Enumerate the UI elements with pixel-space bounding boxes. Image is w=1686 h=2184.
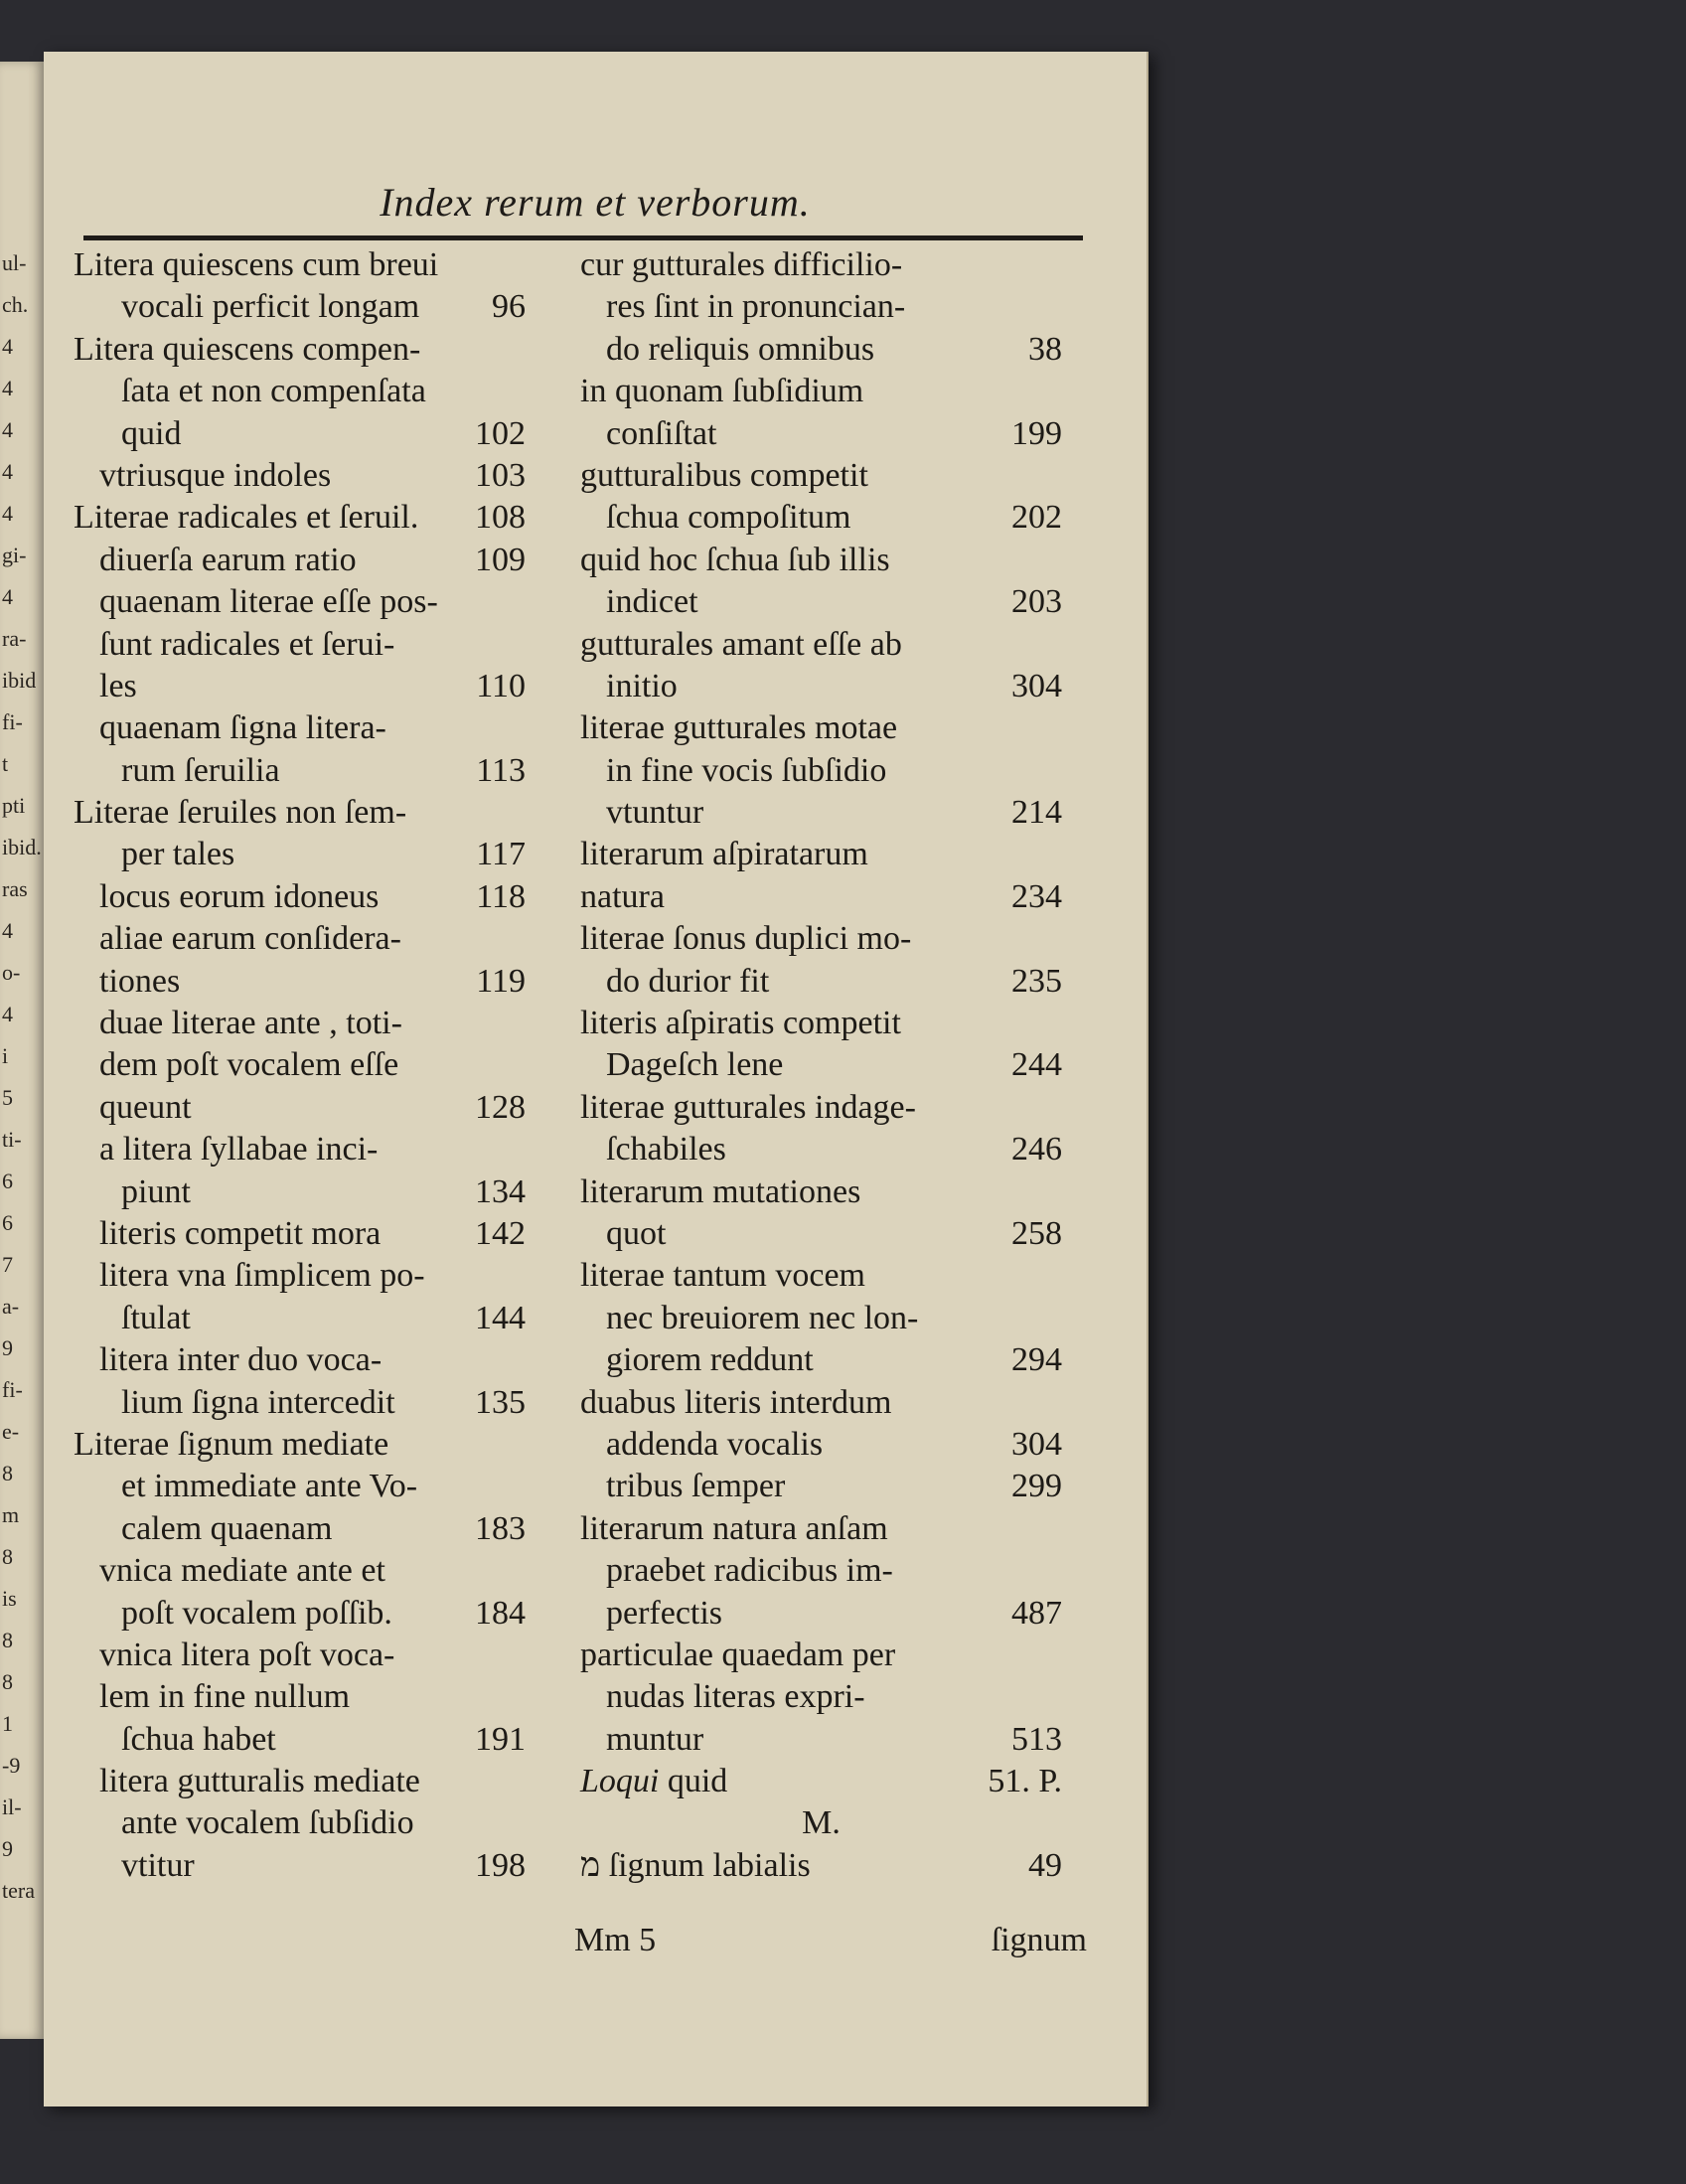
index-entry	[74, 1255, 526, 1297]
index-entry	[74, 497, 526, 539]
index-entry	[580, 1298, 1062, 1339]
index-entry	[580, 455, 1062, 497]
adjacent-page-fragment: 6	[2, 1210, 13, 1235]
adjacent-page-fragment: 5	[2, 1085, 13, 1110]
page-reference: 202	[1011, 499, 1062, 537]
page-footer	[531, 1922, 1087, 1965]
index-entry-text: in fine vocis ſubſidio	[606, 751, 887, 789]
index-entry-text: literarum aſpiratarum	[580, 836, 868, 873]
index-entry	[74, 707, 526, 749]
adjacent-page-fragment: ibid.	[2, 835, 42, 859]
index-entry-text: Literae radicales et ſeruil.	[74, 499, 419, 537]
adjacent-page-fragment: e-	[2, 1419, 20, 1444]
index-entry	[74, 371, 526, 412]
index-entry-text: Loqui quid	[580, 1763, 728, 1800]
adjacent-page-fragment: 8	[2, 1461, 13, 1485]
index-entry-text: nudas literas expri-	[606, 1678, 865, 1716]
adjacent-page-fragment: ti-	[2, 1127, 22, 1152]
index-entry	[74, 1171, 526, 1213]
index-entry-text: ſunt radicales et ſerui-	[99, 625, 395, 663]
adjacent-page-fragment: 9	[2, 1335, 13, 1360]
index-entry	[580, 1087, 1062, 1129]
page-reference: 102	[475, 414, 526, 452]
book-page	[44, 52, 1149, 2106]
index-entry-text: do reliquis omnibus	[606, 330, 875, 368]
index-entry	[580, 1003, 1062, 1044]
adjacent-page-edge	[0, 62, 48, 2039]
index-entry-text: les	[99, 667, 137, 704]
index-entry-text: vtriusque indoles	[99, 456, 332, 494]
index-entry	[74, 1845, 526, 1887]
index-entry	[580, 286, 1062, 328]
index-entry-text: Litera quiescens cum breui	[74, 246, 439, 283]
page-reference: 203	[1011, 583, 1062, 621]
index-entry-text: dem poſt vocalem eſſe	[99, 1046, 399, 1084]
page-reference: 246	[1011, 1131, 1062, 1169]
page-reference: 244	[1011, 1046, 1062, 1084]
index-entry	[580, 1339, 1062, 1381]
index-entry	[580, 792, 1062, 834]
index-entry-text: literarum mutationes	[580, 1172, 861, 1210]
index-entry	[74, 1719, 526, 1761]
index-entry-text: praebet radicibus im-	[606, 1552, 893, 1590]
adjacent-page-fragment: 9	[2, 1836, 13, 1861]
index-entry-text: vnica mediate ante et	[99, 1552, 385, 1590]
adjacent-page-fragment: ras	[2, 876, 28, 901]
index-entry	[580, 918, 1062, 960]
index-entry-text: quid hoc ſchua ſub illis	[580, 541, 890, 578]
index-entry-text: quot	[606, 1214, 667, 1252]
index-entry	[74, 792, 526, 834]
index-entry-text: gutturalibus competit	[580, 456, 868, 494]
index-entry	[74, 1129, 526, 1170]
index-entry	[580, 540, 1062, 581]
index-entry-text: literae tantum vocem	[580, 1257, 865, 1295]
page-reference: 199	[1011, 414, 1062, 452]
index-entry	[580, 497, 1062, 539]
index-entry-text: aliae earum conſidera-	[99, 920, 401, 958]
running-header: Index rerum et verborum.	[380, 180, 811, 225]
index-entry-text: ſtulat	[121, 1299, 191, 1336]
index-entry-text: diuerſa earum ratio	[99, 541, 357, 578]
index-entry-text: ſchua habet	[121, 1720, 276, 1758]
index-entry	[580, 1466, 1062, 1507]
page-reference: 487	[1011, 1594, 1062, 1632]
index-entry	[580, 876, 1062, 918]
page-reference: 108	[475, 499, 526, 537]
index-entry-text: literis competit mora	[99, 1214, 382, 1252]
page-reference: 198	[475, 1846, 526, 1884]
index-entry	[580, 1676, 1062, 1718]
index-entry-text: calem quaenam	[121, 1509, 333, 1547]
index-entry	[580, 666, 1062, 707]
index-entry	[74, 961, 526, 1003]
page-reference: 183	[475, 1509, 526, 1547]
left-index-column	[74, 244, 526, 1887]
adjacent-page-fragment: -9	[2, 1753, 21, 1778]
index-entry-text: literis aſpiratis competit	[580, 1005, 901, 1042]
index-entry-text: tiones	[99, 962, 181, 1000]
index-entry	[580, 581, 1062, 623]
index-entry-text: rum ſeruilia	[121, 751, 280, 789]
index-entry	[580, 329, 1062, 371]
index-entry	[74, 750, 526, 792]
index-entry-text: addenda vocalis	[606, 1425, 824, 1463]
adjacent-page-fragment: 4	[2, 459, 13, 484]
index-entry-text: et immediate ante Vo-	[121, 1468, 418, 1505]
page-reference: 109	[475, 541, 526, 578]
index-entry-text: quid	[121, 414, 182, 452]
index-entry-text: vocali perficit longam	[121, 288, 420, 326]
page-reference: 304	[1011, 667, 1062, 704]
index-entry	[580, 1802, 1062, 1844]
adjacent-page-fragment: ra-	[2, 626, 27, 651]
index-entry-text: vtitur	[121, 1846, 195, 1884]
adjacent-page-fragment: 8	[2, 1669, 13, 1694]
adjacent-page-fragment: fi-	[2, 709, 23, 734]
adjacent-page-fragment: fi-	[2, 1377, 23, 1402]
index-entry-text: conſiſtat	[606, 414, 717, 452]
index-entry-text: Dageſch lene	[606, 1046, 784, 1084]
page-reference: 235	[1011, 962, 1062, 1000]
index-entry-text: ſchabiles	[606, 1131, 726, 1169]
index-entry-text: Literae ſeruiles non ſem-	[74, 794, 407, 832]
index-entry	[74, 286, 526, 328]
index-entry	[74, 918, 526, 960]
adjacent-page-fragment: t	[2, 751, 9, 776]
index-entry	[580, 1044, 1062, 1086]
index-entry	[580, 750, 1062, 792]
page-reference: 119	[476, 962, 526, 1000]
page-reference: 294	[1011, 1341, 1062, 1379]
index-entry-text: M.	[802, 1804, 841, 1842]
adjacent-page-fragment: il-	[2, 1794, 22, 1819]
index-entry	[580, 1424, 1062, 1466]
index-entry-text: cur gutturales difficilio-	[580, 246, 903, 283]
adjacent-page-fragment: i	[2, 1043, 9, 1068]
adjacent-page-fragment: 4	[2, 918, 13, 943]
index-entry	[74, 1508, 526, 1550]
page-reference: 513	[1011, 1720, 1062, 1758]
index-entry-text: quaenam literae eſſe pos-	[99, 583, 438, 621]
index-entry	[580, 1508, 1062, 1550]
page-reference: 38	[1028, 330, 1062, 368]
page-reference: 134	[475, 1172, 526, 1210]
index-entry-text: tribus ſemper	[606, 1468, 786, 1505]
adjacent-page-fragment: 4	[2, 584, 13, 609]
page-reference: 51. P.	[988, 1763, 1062, 1800]
index-entry-text: initio	[606, 667, 678, 704]
adjacent-page-fragment: ul-	[2, 250, 27, 275]
page-reference: 110	[476, 667, 526, 704]
index-entry	[580, 413, 1062, 455]
page-reference: 128	[475, 1088, 526, 1126]
index-entry	[74, 1802, 526, 1844]
index-entry-text: indicet	[606, 583, 698, 621]
index-entry-text: do durior fit	[606, 962, 770, 1000]
index-entry	[580, 1593, 1062, 1635]
index-entry	[74, 1593, 526, 1635]
index-entry-text: Litera quiescens compen-	[74, 330, 421, 368]
page-reference: 184	[475, 1594, 526, 1632]
index-entry	[74, 1550, 526, 1592]
index-entry	[580, 1255, 1062, 1297]
page-reference: 49	[1028, 1846, 1062, 1884]
index-entry	[74, 1676, 526, 1718]
index-entry-text: ſata et non compenſata	[121, 373, 426, 410]
header-rule	[83, 235, 1083, 240]
index-entry-text: quaenam ſigna litera-	[99, 709, 386, 747]
index-entry-text: res ſint in pronuncian-	[606, 288, 906, 326]
index-entry-text: giorem reddunt	[606, 1341, 814, 1379]
adjacent-page-fragment: tera	[2, 1878, 35, 1903]
adjacent-page-fragment: 8	[2, 1544, 13, 1569]
index-entry-text: vtuntur	[606, 794, 704, 832]
index-entry	[74, 1761, 526, 1802]
index-entry	[74, 1382, 526, 1424]
page-reference: 117	[476, 836, 526, 873]
index-entry	[580, 1171, 1062, 1213]
adjacent-page-fragment: pti	[2, 793, 26, 818]
page-reference: 258	[1011, 1214, 1062, 1252]
index-entry	[74, 329, 526, 371]
index-entry	[580, 624, 1062, 666]
index-entry-text: literae gutturales indage-	[580, 1088, 916, 1126]
adjacent-page-fragment: o-	[2, 960, 21, 985]
index-entry	[74, 455, 526, 497]
adjacent-page-fragment: a-	[2, 1294, 20, 1319]
index-entry-text: lium ſigna intercedit	[121, 1383, 395, 1421]
index-entry-text: in quonam ſubſidium	[580, 373, 864, 410]
adjacent-page-fragment: 1	[2, 1711, 13, 1736]
index-entry	[74, 581, 526, 623]
index-entry	[74, 1087, 526, 1129]
index-entry	[580, 1129, 1062, 1170]
page-reference: 234	[1011, 877, 1062, 915]
adjacent-page-fragment: m	[2, 1502, 20, 1527]
page-reference: 118	[476, 877, 526, 915]
adjacent-page-fragment: 4	[2, 501, 13, 526]
index-entry-text: ante vocalem ſubſidio	[121, 1804, 414, 1842]
index-entry	[580, 371, 1062, 412]
index-entry	[74, 1424, 526, 1466]
index-entry	[74, 244, 526, 286]
page-reference: 304	[1011, 1425, 1062, 1463]
adjacent-page-fragment: 7	[2, 1252, 13, 1277]
index-entry-text: vnica litera poſt voca-	[99, 1636, 395, 1673]
adjacent-page-fragment: gi-	[2, 543, 27, 567]
index-entry	[74, 540, 526, 581]
index-entry-text: litera gutturalis mediate	[99, 1763, 420, 1800]
index-entry-text: literae ſonus duplici mo-	[580, 920, 912, 958]
index-entry	[580, 707, 1062, 749]
adjacent-page-fragment: 8	[2, 1628, 13, 1652]
page-reference: 142	[475, 1214, 526, 1252]
page-reference: 214	[1011, 794, 1062, 832]
page-reference: 299	[1011, 1468, 1062, 1505]
adjacent-page-fragment: ch.	[2, 292, 29, 317]
index-entry-text: muntur	[606, 1720, 704, 1758]
index-entry-text: locus eorum idoneus	[99, 877, 380, 915]
page-reference: 135	[475, 1383, 526, 1421]
index-entry-text: duae literae ante , toti-	[99, 1005, 402, 1042]
index-entry	[74, 666, 526, 707]
index-entry	[74, 1213, 526, 1255]
index-entry-text: gutturales amant eſſe ab	[580, 625, 902, 663]
index-entry-text: duabus literis interdum	[580, 1383, 892, 1421]
index-entry-text: Literae ſignum mediate	[74, 1425, 389, 1463]
signature-mark: Mm 5	[574, 1922, 657, 1958]
adjacent-page-fragment: 4	[2, 376, 13, 400]
index-entry-text: natura	[580, 877, 665, 915]
index-entry-text: litera vna ſimplicem po-	[99, 1257, 425, 1295]
page-reference: 144	[475, 1299, 526, 1336]
index-entry	[580, 1845, 1062, 1887]
adjacent-page-fragment: ibid	[2, 668, 37, 693]
index-entry-text: perfectis	[606, 1594, 723, 1632]
index-entry	[580, 834, 1062, 875]
index-entry	[580, 244, 1062, 286]
index-entry	[580, 1719, 1062, 1761]
page-reference: 191	[475, 1720, 526, 1758]
index-entry	[74, 1466, 526, 1507]
adjacent-page-fragment: 4	[2, 334, 13, 359]
index-entry-text: per tales	[121, 836, 235, 873]
adjacent-page-fragment: 6	[2, 1169, 13, 1193]
index-entry-text: lem in fine nullum	[99, 1678, 351, 1716]
index-entry-text: piunt	[121, 1172, 191, 1210]
index-entry-text: literae gutturales motae	[580, 709, 898, 747]
index-entry	[74, 1044, 526, 1086]
index-entry-text: poſt vocalem poſſib.	[121, 1594, 392, 1632]
index-entry	[74, 1339, 526, 1381]
page-reference: 103	[475, 456, 526, 494]
index-entry	[74, 876, 526, 918]
index-entry-text: queunt	[99, 1088, 192, 1126]
index-entry-text: nec breuiorem nec lon-	[606, 1299, 919, 1336]
index-entry-text: a litera ſyllabae inci-	[99, 1131, 379, 1169]
index-entry	[74, 1003, 526, 1044]
right-index-column	[580, 244, 1062, 1887]
index-entry-text: particulae quaedam per	[580, 1636, 896, 1673]
index-entry-text: ſchua compoſitum	[606, 499, 851, 537]
index-entry	[580, 1550, 1062, 1592]
index-entry	[580, 1635, 1062, 1676]
index-entry	[580, 1761, 1062, 1802]
index-entry	[74, 1298, 526, 1339]
index-entry-text: מ ſignum labialis	[580, 1846, 811, 1884]
index-entry	[580, 1213, 1062, 1255]
catchword: ſignum	[991, 1922, 1087, 1958]
index-entry	[580, 1382, 1062, 1424]
index-entry-text: literarum natura anſam	[580, 1509, 888, 1547]
index-entry	[74, 624, 526, 666]
index-entry	[74, 413, 526, 455]
index-entry	[74, 1635, 526, 1676]
adjacent-page-fragment: 4	[2, 417, 13, 442]
index-entry	[74, 834, 526, 875]
page-reference: 96	[492, 288, 526, 326]
adjacent-page-fragment: 4	[2, 1002, 13, 1026]
index-entry-text: litera inter duo voca-	[99, 1341, 383, 1379]
page-reference: 113	[476, 751, 526, 789]
adjacent-page-fragment: is	[2, 1586, 17, 1611]
index-entry	[580, 961, 1062, 1003]
